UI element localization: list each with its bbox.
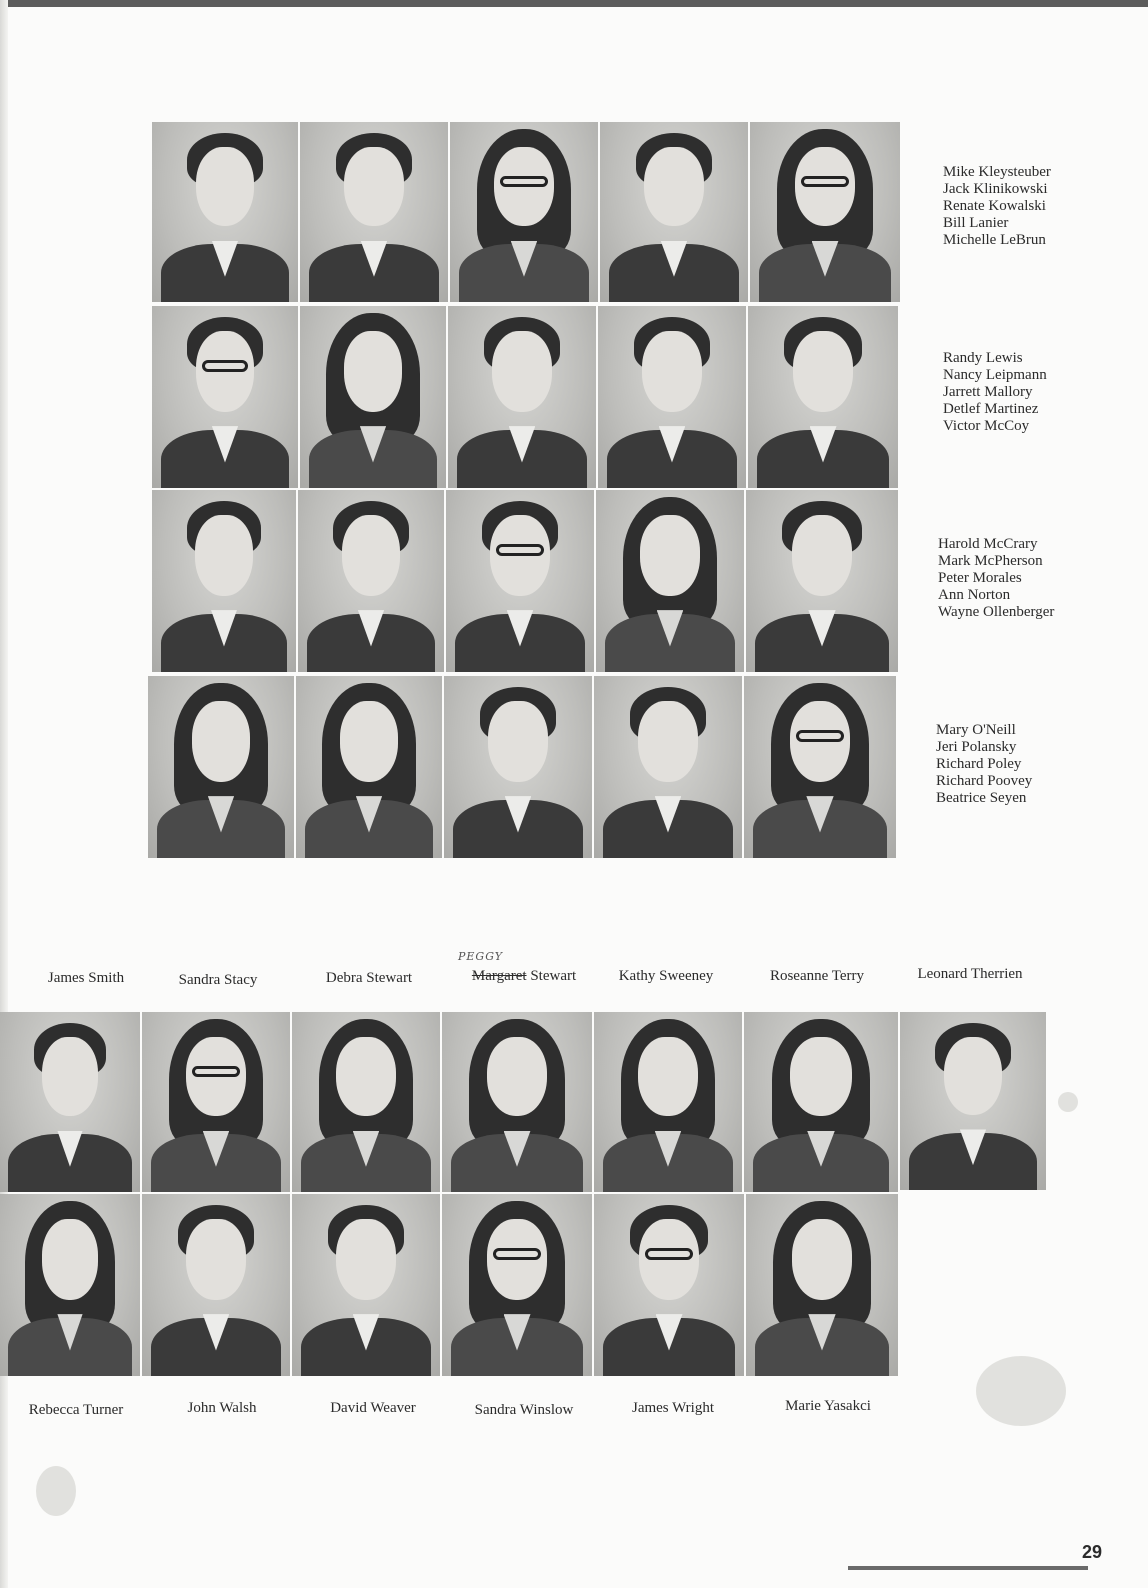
- bottom-caption: Debra Stewart: [325, 970, 413, 986]
- student-name: Harold McCrary: [938, 536, 1038, 552]
- bottom-caption: John Walsh: [187, 1400, 257, 1416]
- portrait-photo: [0, 1012, 140, 1192]
- portrait-photo: [292, 1012, 440, 1192]
- caption-surname: Stewart: [530, 968, 577, 984]
- portrait-photo: [748, 306, 898, 488]
- student-name: Mary O'Neill: [936, 722, 1016, 738]
- bottom-caption: [458, 968, 590, 985]
- portrait-photo: [152, 490, 296, 672]
- bottom-caption: James Wright: [631, 1400, 715, 1416]
- student-name: Randy Lewis: [943, 350, 1023, 366]
- bottom-caption: Sandra Winslow: [474, 1402, 574, 1418]
- portrait-photo: [148, 676, 294, 858]
- bottom-caption: Sandra Stacy: [178, 972, 258, 988]
- student-name: Peter Morales: [938, 570, 1022, 586]
- student-name: Mike Kleysteuber: [943, 164, 1051, 180]
- portrait-photo: [142, 1194, 290, 1376]
- portrait-photo: [446, 490, 594, 672]
- bottom-caption: James Smith: [47, 970, 125, 986]
- portrait-photo: [600, 122, 748, 302]
- student-name: Ann Norton: [938, 587, 1011, 603]
- portrait-photo: [596, 490, 744, 672]
- bottom-caption: Roseanne Terry: [769, 968, 865, 984]
- portrait-photo: [750, 122, 900, 302]
- portrait-photo: [746, 490, 898, 672]
- portrait-photo: [594, 1194, 744, 1376]
- portrait-photo: [0, 1194, 140, 1376]
- portrait-photo: [744, 1012, 898, 1192]
- portrait-photo: [142, 1012, 290, 1192]
- footer-rule: [848, 1566, 1088, 1570]
- portrait-photo: [152, 306, 298, 488]
- student-name: Bill Lanier: [943, 215, 1009, 231]
- student-name: Richard Poley: [936, 756, 1022, 772]
- portrait-photo: [292, 1194, 440, 1376]
- page-smudge: [1058, 1092, 1078, 1112]
- portrait-photo: [442, 1012, 592, 1192]
- student-name: Michelle LeBrun: [943, 232, 1046, 248]
- row-names-4: [936, 722, 1032, 807]
- portrait-photo: [444, 676, 592, 858]
- student-name: Detlef Martinez: [943, 401, 1039, 417]
- student-name: Jarrett Mallory: [943, 384, 1033, 400]
- struck-first-name: Margaret: [471, 968, 527, 984]
- student-name: Mark McPherson: [938, 553, 1043, 569]
- page-smudge: [976, 1356, 1066, 1426]
- handwritten-peggy-note: PEGGY: [458, 950, 504, 963]
- student-name: Jeri Polansky: [936, 739, 1017, 755]
- student-name: Richard Poovey: [936, 773, 1033, 789]
- portrait-photo: [300, 122, 448, 302]
- bottom-caption: Kathy Sweeney: [618, 968, 714, 984]
- student-name: Renate Kowalski: [943, 198, 1046, 214]
- portrait-photo: [450, 122, 598, 302]
- portrait-photo: [746, 1194, 898, 1376]
- portrait-photo: [296, 676, 442, 858]
- row-names-3: [938, 536, 1054, 621]
- student-name: Victor McCoy: [943, 418, 1030, 434]
- portrait-photo: [598, 306, 746, 488]
- bottom-caption: Marie Yasakci: [785, 1398, 871, 1414]
- portrait-photo: [442, 1194, 592, 1376]
- portrait-photo: [900, 1012, 1046, 1190]
- bottom-caption: Leonard Therrien: [917, 966, 1023, 982]
- portrait-photo: [300, 306, 446, 488]
- page-number: 29: [1081, 1542, 1102, 1562]
- row-names-2: [943, 350, 1047, 435]
- portrait-photo: [152, 122, 298, 302]
- portrait-photo: [448, 306, 596, 488]
- student-name: Jack Klinikowski: [943, 181, 1048, 197]
- student-name: Nancy Leipmann: [943, 367, 1047, 383]
- row-names-1: [943, 164, 1051, 249]
- page-smudge: [36, 1466, 76, 1516]
- portrait-photo: [298, 490, 444, 672]
- portrait-photo: [744, 676, 896, 858]
- portrait-photo: [594, 1012, 742, 1192]
- student-name: Beatrice Seyen: [936, 790, 1027, 806]
- student-name: Wayne Ollenberger: [938, 604, 1055, 620]
- page-top-edge: [0, 0, 1148, 7]
- bottom-caption: David Weaver: [330, 1400, 416, 1416]
- bottom-caption: Rebecca Turner: [28, 1402, 124, 1418]
- portrait-photo: [594, 676, 742, 858]
